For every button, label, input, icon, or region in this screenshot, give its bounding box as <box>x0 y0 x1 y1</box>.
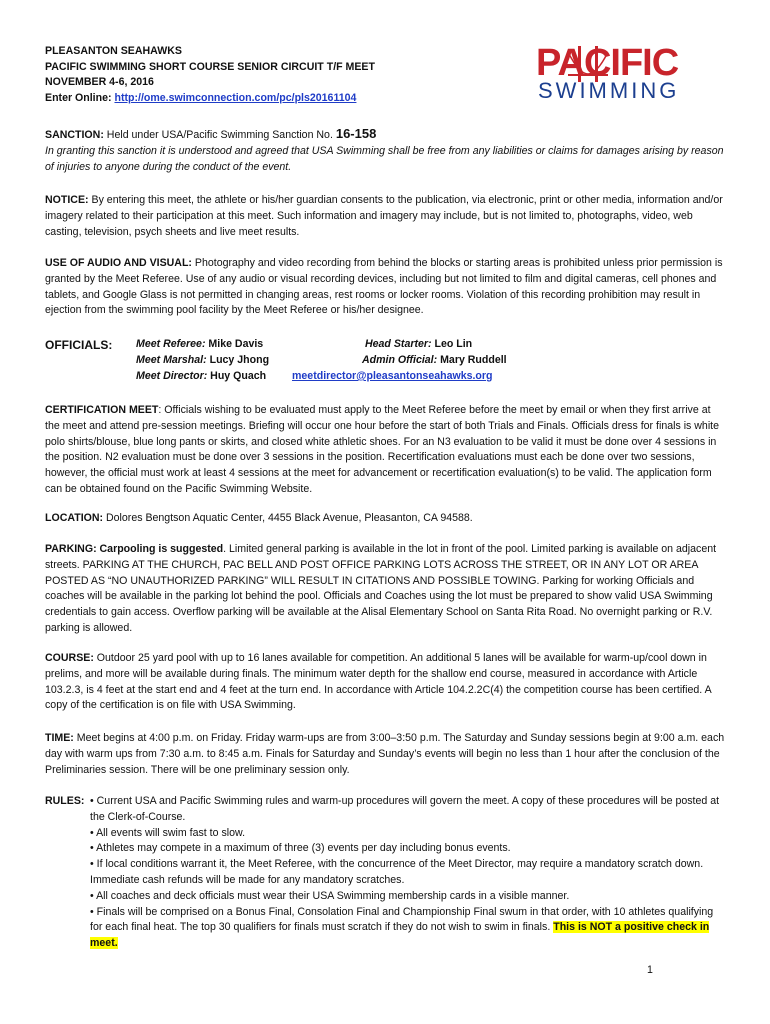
course-text: Outdoor 25 yard pool with up to 16 lanes available for competition. An additional 5 lanes will be available for warm-up/cool down in prelims, and more will be available during finals. The minimum water depth for the shallow end course, measured in accordance with Article 103.2.3, is 4 feet at the start end and 4 feet at the turn end. In accordance with Article 104.2.2C(4) the competition course has been certified. A copy of the certification is on file with USA Swimming. <box>45 652 712 712</box>
page-number: 1 <box>647 964 653 976</box>
parking-label: PARKING: Carpooling is suggested <box>45 543 224 555</box>
location-label: LOCATION: <box>45 512 104 524</box>
official-director: Meet Director: Huy Quach <box>136 370 267 382</box>
official-starter: Head Starter: Leo Lin <box>365 338 473 350</box>
official-referee: Meet Referee: Mike Davis <box>136 338 264 350</box>
host-club: PLEASANTON SEAHAWKS <box>45 45 182 57</box>
rule-item-finals: • Finals will be comprised on a Bonus Final, Consolation Final and Championship Final swum in that order, with 10 athletes qualifying for each final heat. The top 30 qualifiers for finals must scratch if they do not wish to swim in finals. This is NOT a positive check in meet. <box>90 905 714 950</box>
rules-list <box>90 794 726 952</box>
certification-label: CERTIFICATION MEET <box>45 404 159 416</box>
sanction-section <box>45 126 727 175</box>
meet-dates: NOVEMBER 4-6, 2016 <box>45 76 154 89</box>
course-section <box>45 651 727 714</box>
certification-text: : Officials wishing to be evaluated must apply to the Meet Referee before the meet by email or when they first arrive at the meet and attend pre-session meetings. Briefing will occur one hour before the start of both Trials and Finals. Officials dress for finals is white polo shirts/blouse, blue long pants or skirts, and closed white athletic shoes. For an N3 evaluation to be valid it must be done over 4 sessions in the position. N2 evaluation must be done over 3 sessions in the position. Recertification evaluations must each be done over two sessions, however, the official must work at least 4 sessions at the meet for advancement or recertification evaluation(s) to be valid. The application form can be obtained found on the Pacific Swimming Website. <box>45 404 720 495</box>
notice-label: NOTICE: <box>45 194 89 206</box>
enter-online-link[interactable]: http://ome.swimconnection.com/pc/pls20161104 <box>114 91 357 104</box>
notice-text: By entering this meet, the athlete or his/her guardian consents to the publication, via electronic, print or other media, information and/or imagery related to their participation at this meet. Such information and imagery may include, but is not limited to, photographs, video, web casting, television, psych sheets and live meet results. <box>45 194 723 238</box>
rule-item: • Athletes may compete in a maximum of three (3) events per day including bonus events. <box>90 842 511 855</box>
director-email-link[interactable]: meetdirector@pleasantonseahawks.org <box>292 370 493 382</box>
sanction-text: Held under USA/Pacific Swimming Sanction No. <box>103 129 336 141</box>
parking-text: . Limited general parking is available in the lot in front of the pool. Limited parking is available on adjacent streets. PARKING AT THE CHURCH, PAC BELL AND POST OFFICE PARKING LOTS ACROSS THE STREET, OR IN ANY LOT OR AREA POSTED AS “NO UNAUTHORIZED PARKING” WILL RESULT IN CITATIONS AND POSSIBLE TOWING. Parking for working Officials and coaches will be available in the parking lot behind the pool. Officials and Coaches using the lot must be prepared to show valid USA Swimming credentials to gain access. Overflow parking will be available at the Alisal Elementary School on Santa Rita Road. No overnight parking or R.V. parking is allowed. <box>45 543 717 634</box>
location-section <box>45 511 727 527</box>
sanction-disclaimer: In granting this sanction it is understood and agreed that USA Swimming shall be free from any liabilities or claims for damages arising by reason of injuries to anyone during the conduct of the event. <box>45 144 724 173</box>
location-text: Dolores Bengtson Aquatic Center, 4455 Black Avenue, Pleasanton, CA 94588. <box>103 512 473 524</box>
positive-check-highlight: This is NOT a positive check in meet. <box>90 921 710 950</box>
director-email <box>292 369 493 385</box>
officials-label: OFFICIALS: <box>45 338 113 352</box>
logo-wordmark-top: PACIFIC <box>536 42 679 84</box>
time-section <box>45 731 727 778</box>
notice-section <box>45 193 727 240</box>
course-label: COURSE: <box>45 652 94 664</box>
audio-visual-section <box>45 256 727 319</box>
sanction-number: 16-158 <box>335 126 377 141</box>
time-label: TIME: <box>45 732 74 744</box>
official-admin: Admin Official: Mary Ruddell <box>362 354 507 366</box>
rule-item: • All events will swim fast to slow. <box>90 826 246 839</box>
meet-title: PACIFIC SWIMMING SHORT COURSE SENIOR CIRCUIT T/F MEET <box>45 60 375 73</box>
rule-item: • All coaches and deck officials must wear their USA Swimming membership cards in a visible manner. <box>90 889 570 902</box>
parking-section <box>45 542 727 637</box>
logo-wordmark-bottom: SWIMMING <box>538 78 680 103</box>
pacific-swimming-logo <box>536 44 712 102</box>
rule-item: • Current USA and Pacific Swimming rules and warm-up procedures will govern the meet. A copy of these procedures will be posted at the Clerk-of-Course. <box>90 795 720 823</box>
enter-online: Enter Online: http://ome.swimconnection.com/pc/pls20161104 <box>45 91 357 104</box>
audio-label: USE OF AUDIO AND VISUAL: <box>45 257 192 269</box>
certification-section <box>45 403 727 498</box>
rule-item: • If local conditions warrant it, the Meet Referee, with the concurrence of the Meet Director, may require a mandatory scratch down. Immediate cash refunds will be made for any mandatory scratches. <box>90 858 704 886</box>
official-marshal: Meet Marshal: Lucy Jhong <box>136 354 270 366</box>
audio-text: Photography and video recording from behind the blocks or starting areas is prohibited unless prior permission is granted by the Meet Referee. Use of any audio or visual recording devices, including but not limited to film and digital cameras, cell phones and tablets, and Google Glass is not permitted in changing areas, rest rooms or locker rooms. Violation of this recording prohibition may result in ejection from the swimming pool facility by the Meet Referee or his/her designee. <box>45 257 723 317</box>
sanction-label: SANCTION: <box>45 129 104 141</box>
rules-label: RULES: <box>45 795 85 807</box>
time-text: Meet begins at 4:00 p.m. on Friday. Friday warm-ups are from 3:00–3:50 p.m. The Saturday and Sunday sessions begin at 9:00 a.m. each day with warm ups from 7:30 a.m. to 8:45 a.m. Finals for Saturday and Sunday’s events will begin no less than 1 hour after the conclusion of the Preliminaries session. There will be one preliminary session only. <box>45 732 725 776</box>
